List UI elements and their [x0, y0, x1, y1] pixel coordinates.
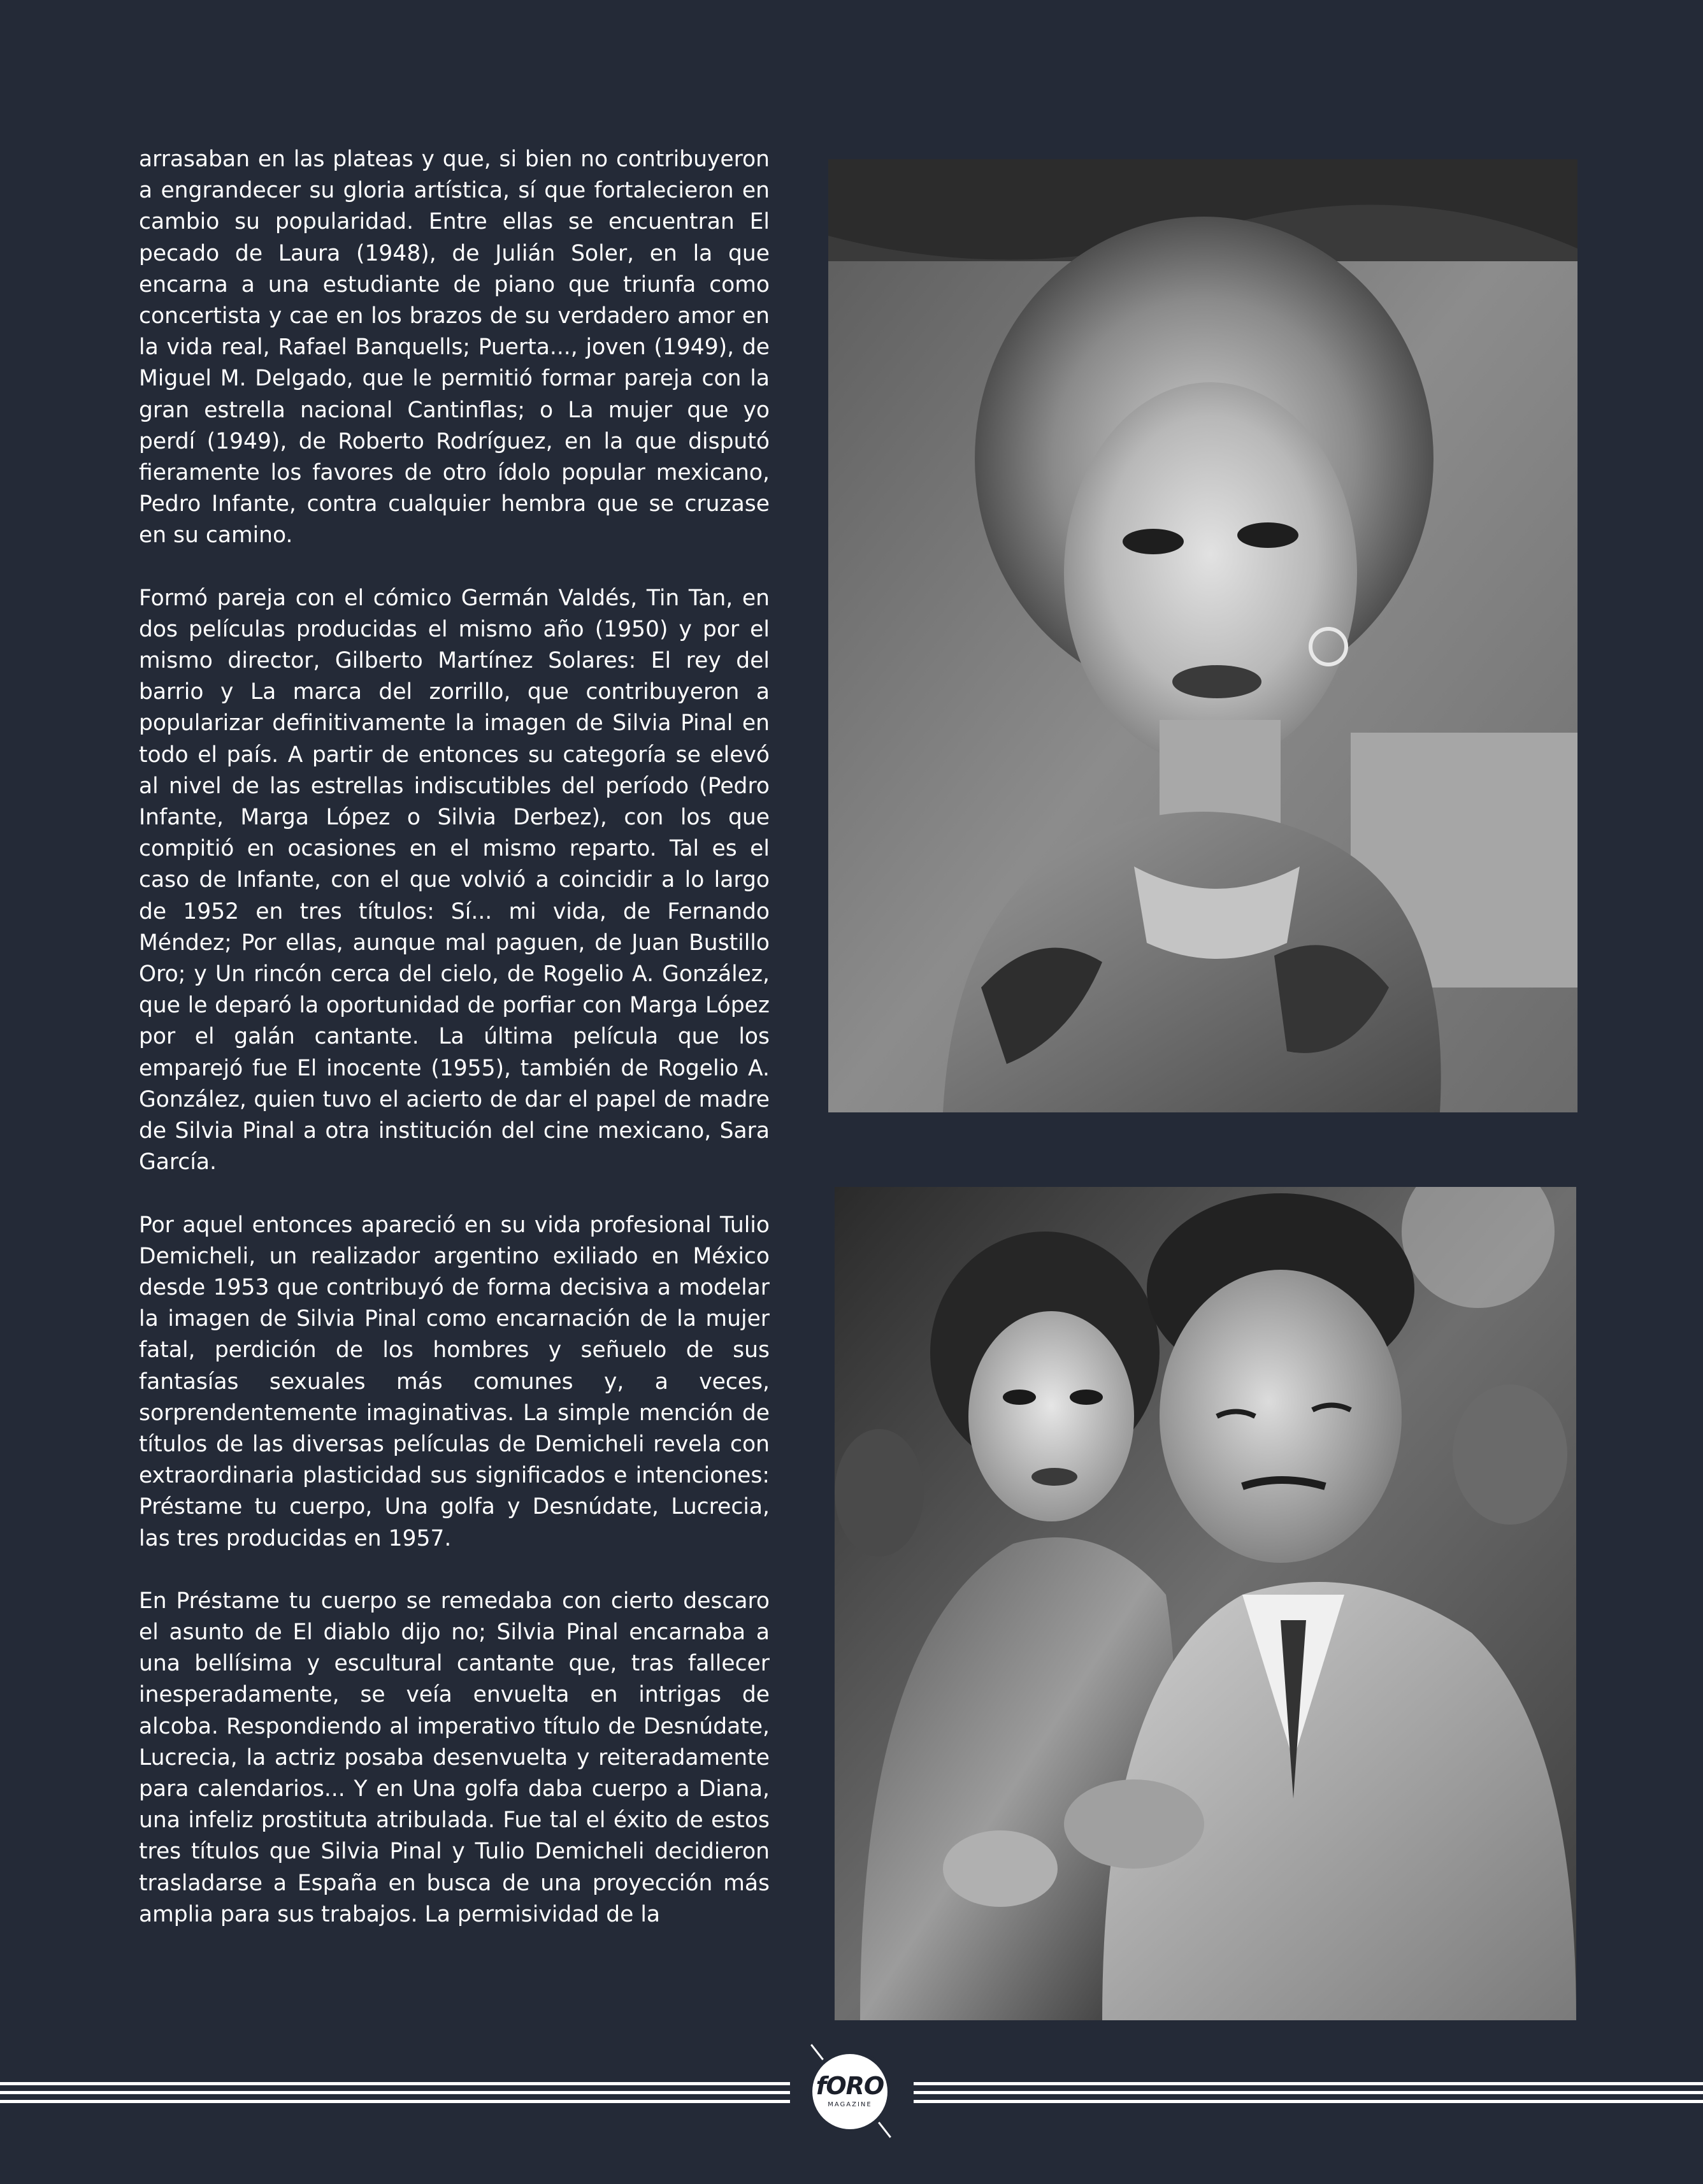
- footer-rule-right-2: [914, 2091, 1703, 2094]
- couple-photo-image: [835, 1187, 1576, 2020]
- logo-wordmark: fORO: [816, 2072, 884, 2100]
- footer-rule-left-3: [0, 2100, 790, 2103]
- article-paragraph-1: arrasaban en las plateas y que, si bien no contribuyeron a engrandecer su gloria artística, sí que fortalecieron en cambio su popularidad. Entre ellas se encuentran El pecado de Laura (1948), de Julián Soler, en la que encarna a una estudiante de piano que triunfa como concertista y cae en los brazos de su verdadero amor en la vida real, Rafael Banquells; Puerta..., joven (1949), de Miguel M. Delgado, que le permitió formar pareja con la gran estrella nacional Cantinflas; o La mujer que yo perdí (1949), de Roberto Rodríguez, en la que disputó fieramente los favores de otro ídolo popular mexicano, Pedro Infante, contra cualquier hembra que se cruzase en su camino.: [139, 147, 770, 549]
- article-paragraph-4: En Préstame tu cuerpo se remedaba con cierto descaro el asunto de El diablo dijo no; Silvia Pinal encarnaba a una bellísima y escultural cantante que, tras fallecer inesperadamente, se veía envuelta en intrigas de alcoba. Respondiendo al imperativo título de Desnúdate, Lucrecia, la actriz posaba desenvuelta y reiteradamente para calendarios... Y en Una golfa daba cuerpo a Diana, una infeliz prostituta atribulada. Fue tal el éxito de estos tres títulos que Silvia Pinal y Tulio Demicheli decidieron trasladarse a España en busca de una proyección más amplia para sus trabajos. La permisividad de la: [139, 1588, 770, 1927]
- article-paragraph-3: Por aquel entonces apareció en su vida profesional Tulio Demicheli, un realizador argentino exiliado en México desde 1953 que contribuyó de forma decisiva a modelar la imagen de Silvia Pinal como encarnación de la mujer fatal, perdición de los hombres y señuelo de sus fantasías sexuales más comunes y, a veces, sorprendentemente imaginativas. La simple mención de títulos de las diversas películas de Demicheli revela con extraordinaria plasticidad sus significados e intenciones: Préstame tu cuerpo, Una golfa y Desnúdate, Lucrecia, las tres producidas en 1957.: [139, 1212, 770, 1551]
- portrait-photo-image: [828, 159, 1577, 1112]
- footer-rule-left-2: [0, 2091, 790, 2094]
- footer-rule-right-1: [914, 2082, 1703, 2085]
- footer-rule-right-3: [914, 2100, 1703, 2103]
- logo-slash-icon: [810, 2044, 824, 2060]
- article-text-column: [139, 144, 770, 2030]
- couple-photo: [835, 1187, 1576, 2020]
- logo-slash-icon: [878, 2122, 891, 2137]
- portrait-photo: [828, 159, 1577, 1112]
- foro-magazine-logo: [812, 2054, 887, 2129]
- footer-rule-left-1: [0, 2082, 790, 2085]
- article-paragraph-2: Formó pareja con el cómico Germán Valdés, Tin Tan, en dos películas producidas el mismo año (1950) y por el mismo director, Gilberto Martínez Solares: El rey del barrio y La marca del zorrillo, que contribuyeron a popularizar definitivamente la imagen de Silvia Pinal en todo el país. A partir de entonces su categoría se elevó al nivel de las estrellas indiscutibles del período (Pedro Infante, Marga López o Silvia Derbez), con los que compitió en ocasiones en el mismo reparto. Tal es el caso de Infante, con el que volvió a coincidir a lo largo de 1952 en tres títulos: Sí... mi vida, de Fernando Méndez; Por ellas, aunque mal paguen, de Juan Bustillo Oro; y Un rincón cerca del cielo, de Rogelio A. González, que le deparó la oportunidad de porfiar con Marga López por el galán cantante. La última película que los emparejó fue El inocente (1955), también de Rogelio A. González, quien tuvo el acierto de dar el papel de madre de Silvia Pinal a otra institución del cine mexicano, Sara García.: [139, 585, 770, 1175]
- logo-subtitle: MAGAZINE: [828, 2101, 872, 2108]
